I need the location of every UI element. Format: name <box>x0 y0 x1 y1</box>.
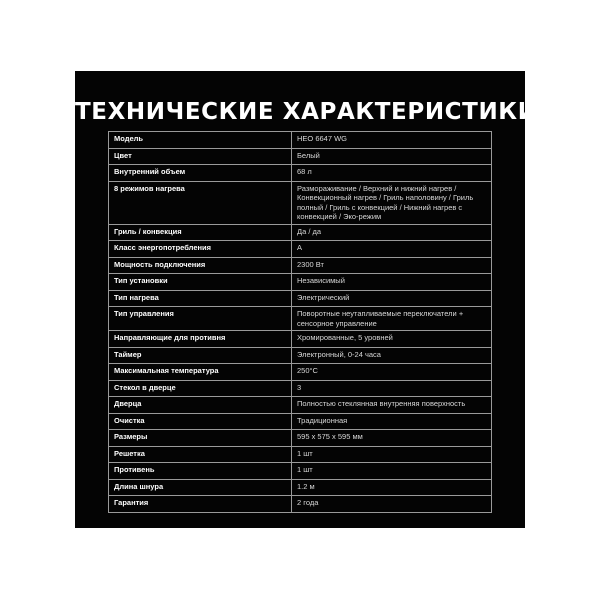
spec-value: Поворотные неутапливаемые переключатели + сенсорное управление <box>292 307 492 331</box>
spec-name: Размеры <box>109 430 292 447</box>
spec-name: Длина шнура <box>109 479 292 496</box>
table-row <box>109 224 492 241</box>
spec-value: 1.2 м <box>292 479 492 496</box>
spec-name: Стекол в дверце <box>109 380 292 397</box>
table-row <box>109 241 492 258</box>
spec-name: Мощность подключения <box>109 257 292 274</box>
spec-value: 250°C <box>292 364 492 381</box>
table-row <box>109 290 492 307</box>
spec-name: Тип нагрева <box>109 290 292 307</box>
spec-value: Традиционная <box>292 413 492 430</box>
spec-value: Хромированные, 5 уровней <box>292 331 492 348</box>
spec-name: Решетка <box>109 446 292 463</box>
spec-value: 1 шт <box>292 463 492 480</box>
table-row <box>109 479 492 496</box>
spec-name: Очистка <box>109 413 292 430</box>
spec-name: Модель <box>109 132 292 149</box>
table-row <box>109 331 492 348</box>
spec-name: Направляющие для противня <box>109 331 292 348</box>
spec-value: 3 <box>292 380 492 397</box>
spec-value: 2 года <box>292 496 492 513</box>
table-row <box>109 181 492 224</box>
table-row <box>109 496 492 513</box>
table-row <box>109 307 492 331</box>
spec-table <box>108 131 492 513</box>
spec-value: Электрический <box>292 290 492 307</box>
spec-value: A <box>292 241 492 258</box>
table-row <box>109 364 492 381</box>
spec-panel <box>75 71 538 528</box>
spec-value: 595 х 575 х 595 мм <box>292 430 492 447</box>
spec-name: Цвет <box>109 148 292 165</box>
spec-value: HEO 6647 WG <box>292 132 492 149</box>
spec-value: Да / да <box>292 224 492 241</box>
table-row <box>109 397 492 414</box>
spec-value: 2300 Вт <box>292 257 492 274</box>
spec-name: Гриль / конвекция <box>109 224 292 241</box>
page-title: ТЕХНИЧЕСКИЕ ХАРАКТЕРИСТИКИ <box>75 99 538 125</box>
spec-value: 1 шт <box>292 446 492 463</box>
table-row <box>109 274 492 291</box>
spec-value: Белый <box>292 148 492 165</box>
spec-name: Класс энергопотребления <box>109 241 292 258</box>
table-row <box>109 463 492 480</box>
table-row <box>109 347 492 364</box>
table-row <box>109 380 492 397</box>
spec-name: Дверца <box>109 397 292 414</box>
table-row <box>109 413 492 430</box>
spec-value: Полностью стеклянная внутренняя поверхность <box>292 397 492 414</box>
spec-name: Таймер <box>109 347 292 364</box>
spec-name: Тип управления <box>109 307 292 331</box>
spec-value: 68 л <box>292 165 492 182</box>
table-row <box>109 165 492 182</box>
spec-name: Противень <box>109 463 292 480</box>
spec-name: Тип установки <box>109 274 292 291</box>
table-row <box>109 132 492 149</box>
table-row <box>109 446 492 463</box>
spec-name: Гарантия <box>109 496 292 513</box>
table-row <box>109 148 492 165</box>
spec-name: 8 режимов нагрева <box>109 181 292 224</box>
spec-value: Размораживание / Верхний и нижний нагрев / Конвекционный нагрев / Гриль наполовину / Гриль полный / Гриль с конвекцией / Нижний нагрев с конвекцией / Эко-режим <box>292 181 492 224</box>
spec-name: Максимальная температура <box>109 364 292 381</box>
spec-value: Независимый <box>292 274 492 291</box>
table-row <box>109 430 492 447</box>
table-row <box>109 257 492 274</box>
spec-name: Внутренний объем <box>109 165 292 182</box>
spec-value: Электронный, 0-24 часа <box>292 347 492 364</box>
